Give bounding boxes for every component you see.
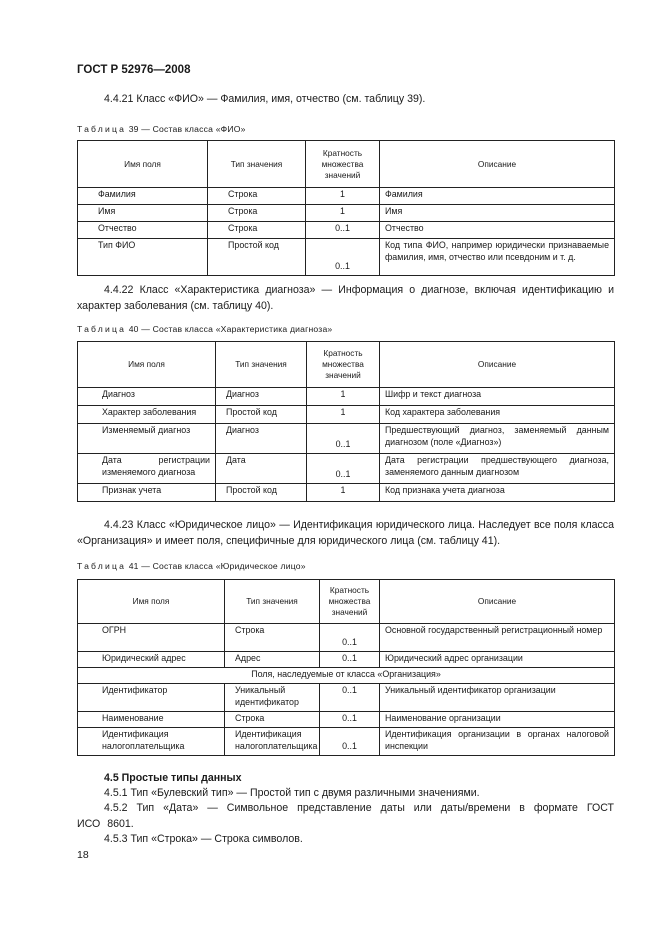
cell: Фамилия xyxy=(380,188,615,205)
caption-text: 41 — Состав класса «Юридическое лицо» xyxy=(126,561,306,571)
paragraph-4-5-2: 4.5.2 Тип «Дата» — Символьное представление даты или даты/времени в формате ГОСТ ИСО 8601. xyxy=(77,802,614,830)
cell: 0..1 xyxy=(307,454,380,484)
cell: 1 xyxy=(307,484,380,502)
cell: 0..1 xyxy=(320,684,380,712)
cell: Диагноз xyxy=(216,388,307,406)
cell: 0..1 xyxy=(320,712,380,728)
cell: 1 xyxy=(307,388,380,406)
cell: 0..1 xyxy=(320,624,380,652)
table-41-caption xyxy=(77,561,306,571)
document-header: ГОСТ Р 52976—2008 xyxy=(77,64,191,76)
cell: 0..1 xyxy=(320,728,380,756)
cell: Дата xyxy=(216,454,307,484)
table-row xyxy=(78,484,615,502)
table-header-row xyxy=(78,141,615,188)
table-row xyxy=(78,454,615,484)
caption-word: Таблица xyxy=(77,561,127,571)
table-span-row xyxy=(78,668,615,684)
cell: Код признака учета диагноза xyxy=(380,484,615,502)
cell: Тип ФИО xyxy=(78,239,208,276)
table-row xyxy=(78,652,615,668)
table-row xyxy=(78,188,615,205)
table-row xyxy=(78,684,615,712)
cell: Наименование xyxy=(78,712,225,728)
cell: Строка xyxy=(208,188,306,205)
cell: Строка xyxy=(225,712,320,728)
table-row xyxy=(78,712,615,728)
caption-word: Таблица xyxy=(77,324,127,334)
caption-word: Таблица xyxy=(77,124,127,134)
cell: Идентификатор xyxy=(78,684,225,712)
paragraph-4-4-22: 4.4.22 Класс «Характеристика диагноза» — Информация о диагнозе, включая идентификацию и характер заболевания (см. таблицу 40). xyxy=(77,284,614,312)
table-40-caption xyxy=(77,324,332,334)
table-row xyxy=(78,239,615,276)
cell: Строка xyxy=(225,624,320,652)
cell: Шифр и текст диагноза xyxy=(380,388,615,406)
cell: Строка xyxy=(208,222,306,239)
cell: Признак учета xyxy=(78,484,216,502)
table-row xyxy=(78,624,615,652)
cell: Уникальный идентификатор xyxy=(225,684,320,712)
paragraph-4-4-23: 4.4.23 Класс «Юридическое лицо» — Идентификация юридического лица. Наследует все поля класса «Организация» и имеет поля, специфичные для юридического лица (см. таблицу 41). xyxy=(77,519,614,547)
cell: 1 xyxy=(306,205,380,222)
table-row xyxy=(78,406,615,424)
cell: 0..1 xyxy=(320,652,380,668)
table-row xyxy=(78,388,615,406)
section-4-5-heading: 4.5 Простые типы данных xyxy=(104,772,242,784)
cell: Наименование организации xyxy=(380,712,615,728)
cell: Диагноз xyxy=(78,388,216,406)
header-cell: Тип значения xyxy=(225,580,320,624)
cell: Отчество xyxy=(78,222,208,239)
table-40 xyxy=(77,341,615,502)
cell: Идентификация налогоплательщика xyxy=(78,728,225,756)
header-cell: Имя поля xyxy=(78,580,225,624)
table-row xyxy=(78,222,615,239)
header-cell: Кратность множества значений xyxy=(306,141,380,188)
cell: Отчество xyxy=(380,222,615,239)
header-cell: Описание xyxy=(380,141,615,188)
cell: Уникальный идентификатор организации xyxy=(380,684,615,712)
cell: Идентификация организации в органах налоговой инспекции xyxy=(380,728,615,756)
table-row xyxy=(78,424,615,454)
cell: Простой код xyxy=(216,484,307,502)
table-39 xyxy=(77,140,615,276)
table-header-row xyxy=(78,342,615,388)
table-header-row xyxy=(78,580,615,624)
cell: 1 xyxy=(307,406,380,424)
cell: 0..1 xyxy=(307,424,380,454)
header-cell: Кратность множества значений xyxy=(320,580,380,624)
cell: ОГРН xyxy=(78,624,225,652)
header-cell: Имя поля xyxy=(78,141,208,188)
page-number: 18 xyxy=(77,849,89,861)
table-41 xyxy=(77,579,615,756)
cell: Строка xyxy=(208,205,306,222)
header-cell: Имя поля xyxy=(78,342,216,388)
header-cell: Описание xyxy=(380,342,615,388)
cell: Имя xyxy=(78,205,208,222)
cell: 0..1 xyxy=(306,239,380,276)
paragraph-4-5-1: 4.5.1 Тип «Булевский тип» — Простой тип с двумя различными значениями. xyxy=(104,787,480,799)
cell: Основной государственный регистрационный номер xyxy=(380,624,615,652)
table-row xyxy=(78,205,615,222)
cell: Дата регистрации изменяемого диагноза xyxy=(78,454,216,484)
cell: Идентификация налогоплательщика xyxy=(225,728,320,756)
caption-text: 39 — Состав класса «ФИО» xyxy=(126,124,246,134)
cell: Юридический адрес xyxy=(78,652,225,668)
table-39-caption xyxy=(77,124,246,134)
cell: Код типа ФИО, например юридически признаваемые фамилия, имя, отчество или псевдоним и т. д. xyxy=(380,239,615,276)
header-cell: Тип значения xyxy=(216,342,307,388)
cell: Предшествующий диагноз, заменяемый данным диагнозом (поле «Диагноз») xyxy=(380,424,615,454)
paragraph-4-5-3: 4.5.3 Тип «Строка» — Строка символов. xyxy=(104,833,303,845)
inherited-fields-row: Поля, наследуемые от класса «Организация» xyxy=(78,668,615,684)
paragraph-4-4-21: 4.4.21 Класс «ФИО» — Фамилия, имя, отчество (см. таблицу 39). xyxy=(104,93,426,105)
cell: Характер заболевания xyxy=(78,406,216,424)
cell: Юридический адрес организации xyxy=(380,652,615,668)
cell: Дата регистрации предшествующего диагноза, заменяемого данным диагнозом xyxy=(380,454,615,484)
header-cell: Тип значения xyxy=(208,141,306,188)
table-row xyxy=(78,728,615,756)
cell: Код характера заболевания xyxy=(380,406,615,424)
header-cell: Описание xyxy=(380,580,615,624)
cell: Адрес xyxy=(225,652,320,668)
cell: Имя xyxy=(380,205,615,222)
cell: Простой код xyxy=(216,406,307,424)
cell: Простой код xyxy=(208,239,306,276)
cell: Диагноз xyxy=(216,424,307,454)
cell: 0..1 xyxy=(306,222,380,239)
caption-text: 40 — Состав класса «Характеристика диагноза» xyxy=(126,324,333,334)
cell: Изменяемый диагноз xyxy=(78,424,216,454)
header-cell: Кратность множества значений xyxy=(307,342,380,388)
cell: Фамилия xyxy=(78,188,208,205)
cell: 1 xyxy=(306,188,380,205)
